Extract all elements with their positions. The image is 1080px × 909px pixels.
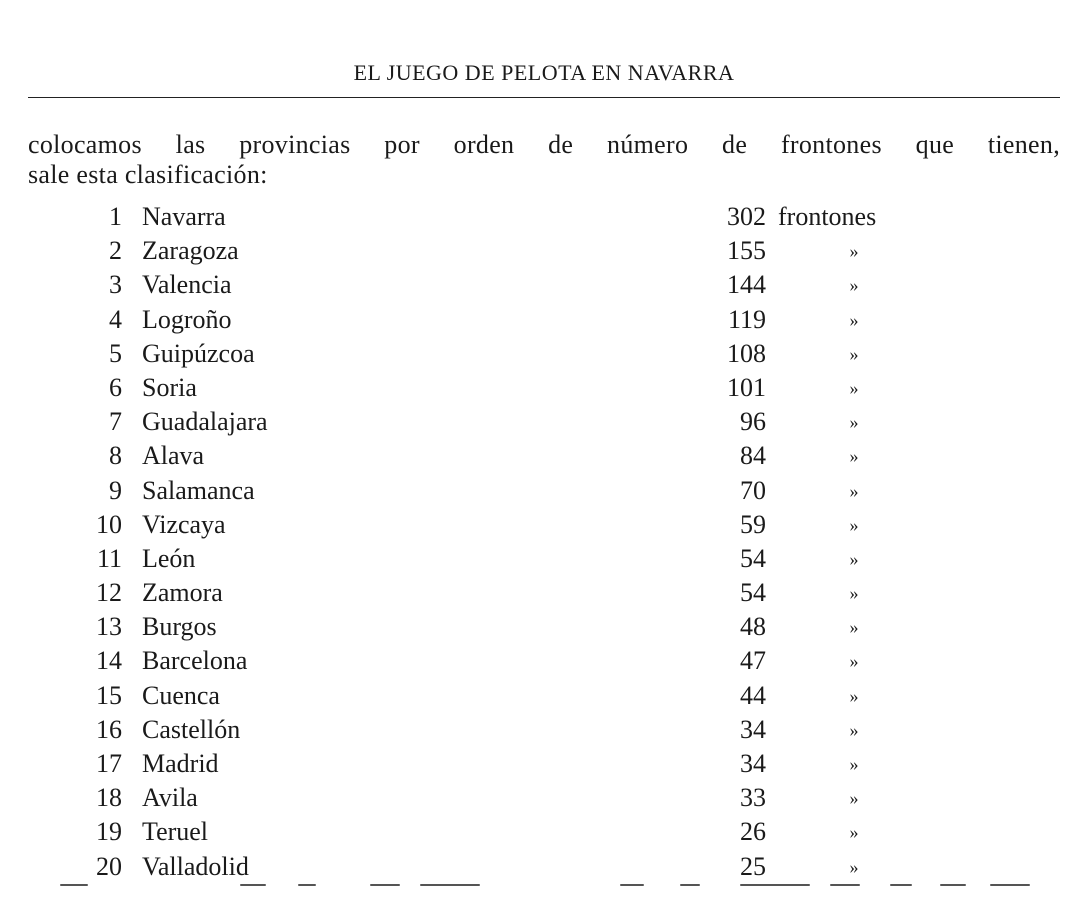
rank-number: 5	[109, 338, 122, 368]
ranking-row	[28, 200, 1060, 234]
ditto-mark: »	[849, 548, 859, 569]
ranking-row	[28, 576, 1060, 610]
rank-number: 15	[96, 680, 122, 710]
ranking-row	[28, 371, 1060, 405]
province-name: Valencia	[142, 270, 232, 300]
ranking-row	[28, 679, 1060, 713]
province-name: Salamanca	[142, 475, 255, 505]
province-name: Madrid	[142, 749, 219, 778]
ditto-mark: »	[849, 309, 859, 330]
ditto-mark: »	[849, 685, 859, 706]
fronton-count: 108	[727, 338, 766, 368]
ranking-row	[28, 747, 1060, 781]
fronton-count: 26	[740, 817, 766, 847]
province-name: Castellón	[142, 714, 241, 744]
province-name: Burgos	[142, 612, 217, 642]
paragraph-line: sale esta clasificación:	[28, 160, 268, 189]
province-name: Alava	[142, 441, 205, 471]
ranking-row	[28, 781, 1060, 815]
ditto-mark: »	[849, 583, 859, 604]
ditto-mark: »	[849, 719, 859, 740]
ranking-row	[28, 713, 1060, 747]
ranking-row	[28, 850, 1060, 884]
intro-paragraph	[28, 130, 1060, 190]
rank-number: 12	[96, 578, 122, 608]
ditto-mark: »	[849, 480, 859, 501]
ranking-row	[28, 439, 1060, 473]
unit-label: frontones	[778, 202, 877, 231]
fronton-count: 84	[740, 441, 766, 471]
ditto-mark: »	[849, 856, 859, 877]
rank-number: 1	[109, 202, 122, 231]
ranking-row	[28, 234, 1060, 268]
ditto-mark: »	[849, 754, 859, 774]
fronton-count: 25	[740, 851, 766, 881]
ditto-mark: »	[849, 446, 859, 467]
rank-number: 18	[96, 783, 122, 813]
fronton-count: 59	[740, 509, 766, 539]
province-name: Logroño	[142, 304, 232, 334]
ditto-mark: »	[849, 514, 859, 535]
ranking-row	[28, 644, 1060, 678]
province-name: Teruel	[142, 817, 209, 847]
rank-number: 19	[96, 817, 122, 847]
ditto-mark: »	[849, 343, 859, 364]
province-name: Guadalajara	[142, 407, 268, 437]
ditto-mark: »	[849, 241, 859, 262]
province-name: Zaragoza	[142, 236, 239, 266]
fronton-count: 155	[727, 236, 766, 266]
fronton-count: 48	[740, 612, 766, 642]
paragraph-line: colocamos las provincias por orden de número de frontones que tienen,	[28, 130, 1060, 159]
ditto-mark: »	[849, 651, 859, 672]
rank-number: 16	[96, 714, 122, 744]
fronton-count: 144	[727, 270, 766, 300]
ditto-mark: »	[849, 617, 859, 638]
fronton-count: 34	[740, 714, 766, 744]
fronton-count: 44	[740, 680, 766, 710]
rank-number: 8	[109, 441, 122, 471]
ranking-row	[28, 508, 1060, 542]
ditto-mark: »	[849, 788, 859, 809]
fronton-count: 54	[740, 578, 766, 608]
cut-off-text-line	[40, 884, 1050, 890]
ditto-mark: »	[849, 275, 859, 296]
province-name: Guipúzcoa	[142, 338, 255, 368]
rank-number: 2	[109, 236, 122, 266]
ranking-row	[28, 268, 1060, 302]
province-name: Valladolid	[142, 851, 249, 881]
fronton-count: 34	[740, 749, 766, 778]
ranking-row	[28, 405, 1060, 439]
fronton-count: 119	[727, 304, 766, 334]
province-name: León	[142, 543, 196, 573]
fronton-count: 96	[740, 407, 766, 437]
rank-number: 4	[109, 304, 122, 334]
rank-number: 3	[109, 270, 122, 300]
ranking-row	[28, 337, 1060, 371]
ranking-row	[28, 474, 1060, 508]
rank-number: 11	[96, 543, 122, 573]
province-name: Zamora	[142, 578, 223, 608]
ranking-row	[28, 815, 1060, 849]
province-name: Soria	[142, 372, 197, 402]
header-rule	[28, 97, 1060, 98]
rank-number: 9	[109, 475, 122, 505]
rank-number: 14	[96, 646, 122, 676]
ranking-row	[28, 303, 1060, 337]
ditto-mark: »	[849, 377, 859, 398]
rank-number: 17	[96, 749, 122, 778]
province-name: Avila	[142, 783, 198, 813]
ditto-mark: »	[849, 822, 859, 843]
rank-number: 13	[96, 612, 122, 642]
rank-number: 6	[109, 372, 122, 402]
province-name: Cuenca	[142, 680, 220, 710]
fronton-count: 101	[727, 372, 766, 402]
ranking-row	[28, 610, 1060, 644]
fronton-count: 302	[727, 202, 766, 231]
province-name: Barcelona	[142, 646, 248, 676]
fronton-count: 54	[740, 543, 766, 573]
rank-number: 7	[109, 407, 122, 437]
rank-number: 20	[96, 851, 122, 881]
fronton-count: 47	[740, 646, 766, 676]
ditto-mark: »	[849, 412, 859, 433]
province-name: Navarra	[142, 202, 226, 231]
rank-number: 10	[96, 509, 122, 539]
ranking-list	[28, 200, 1060, 884]
running-head: EL JUEGO DE PELOTA EN NAVARRA	[353, 60, 735, 85]
fronton-count: 70	[740, 475, 766, 505]
ranking-row	[28, 542, 1060, 576]
province-name: Vizcaya	[142, 509, 226, 539]
fronton-count: 33	[740, 783, 766, 813]
